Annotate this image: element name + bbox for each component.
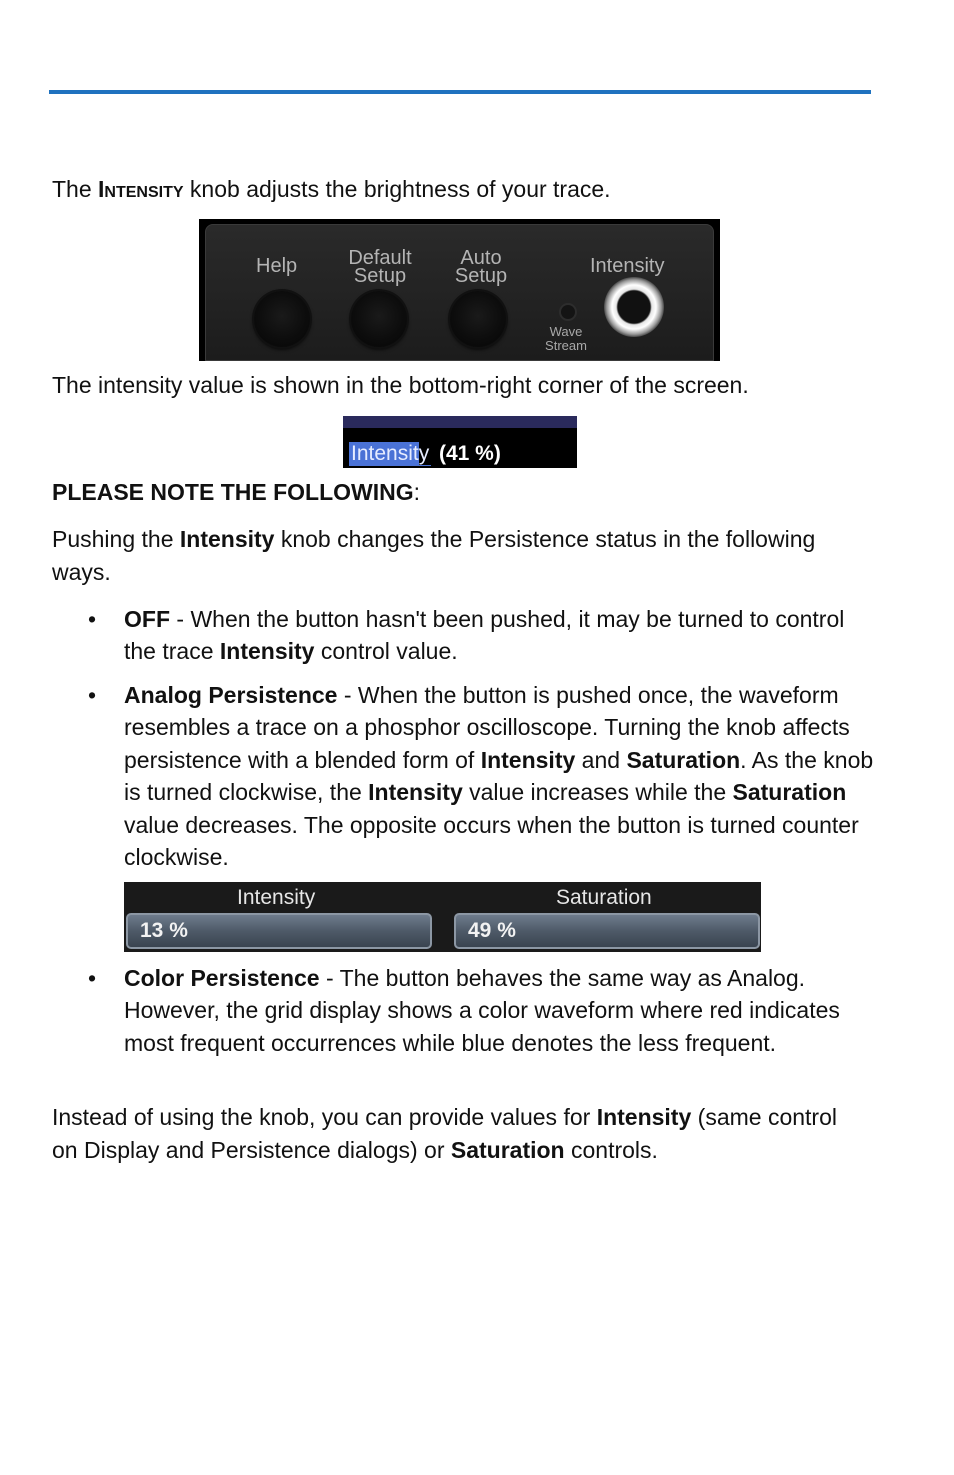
intensity-control-value: 13 % [140, 919, 188, 942]
intensity-knob[interactable] [604, 277, 664, 337]
bullet-mark-off: • [88, 606, 97, 632]
intensity-control-label: Intensity [237, 886, 316, 909]
saturation-control-field[interactable] [454, 913, 760, 949]
readout-label: Intensity [351, 442, 430, 465]
bullet-mark-analog: • [88, 682, 97, 708]
auto-setup-knob[interactable] [450, 291, 506, 347]
intro-paragraph [52, 173, 872, 210]
readout-value: (41 %) [439, 442, 501, 465]
intro-post: knob adjusts the brightness of your trace. [183, 176, 611, 202]
bullet-item-analog: Analog Persistence - When the button is pushed once, the waveform resembles a trace on a phosphor oscilloscope. Turning the knob affects persistence with a blended form of Intensity and Saturation. As the knob is turned clockwise, the Intensity value increases while the Saturation value decreases. The opposite occurs when the button is turned counter clockwise. [124, 682, 874, 871]
intensity-saturation-controls [124, 882, 761, 952]
note-heading: PLEASE NOTE THE FOLLOWING: [52, 479, 421, 505]
intensity-readout-image [343, 416, 577, 468]
bullet-item-off: OFF - When the button hasn't been pushed, it may be turned to control the trace Intensity control value. [124, 606, 845, 665]
closing-paragraph: Instead of using the knob, you can provide values for Intensity (same control on Display and Persistence dialogs) or Saturation controls. [52, 1104, 837, 1163]
wavestream-label: Wave Stream [545, 324, 587, 353]
wavestream-led[interactable] [561, 305, 575, 319]
intensity-smallcaps: INTENSITY [98, 176, 184, 202]
intensity-control-field[interactable] [126, 913, 432, 949]
bullet-item-color: Color Persistence - The button behaves the same way as Analog. However, the grid display shows a color waveform where red indicates most frequent occurrences while blue denotes the less frequent. [124, 965, 840, 1056]
default-setup-knob[interactable] [351, 291, 407, 347]
saturation-control-value: 49 % [468, 919, 516, 942]
default-setup-label: Default Setup [348, 247, 412, 287]
pushing-paragraph: Pushing the Intensity knob changes the Persistence status in the following ways. [52, 526, 816, 585]
help-label: Help [256, 255, 298, 277]
saturation-control-label: Saturation [556, 886, 652, 909]
corner-paragraph: The intensity value is shown in the bottom-right corner of the screen. [52, 372, 749, 398]
bullet-mark-color: • [88, 965, 97, 991]
readout-top-bar [343, 416, 577, 428]
intro-pre: The [52, 176, 99, 202]
auto-setup-label: Auto Setup [454, 247, 508, 287]
intensity-panel-label: Intensity [590, 255, 665, 277]
header-rule [49, 90, 871, 94]
front-panel-image [199, 219, 720, 361]
panel-surface [205, 224, 714, 361]
help-knob[interactable] [254, 291, 310, 347]
